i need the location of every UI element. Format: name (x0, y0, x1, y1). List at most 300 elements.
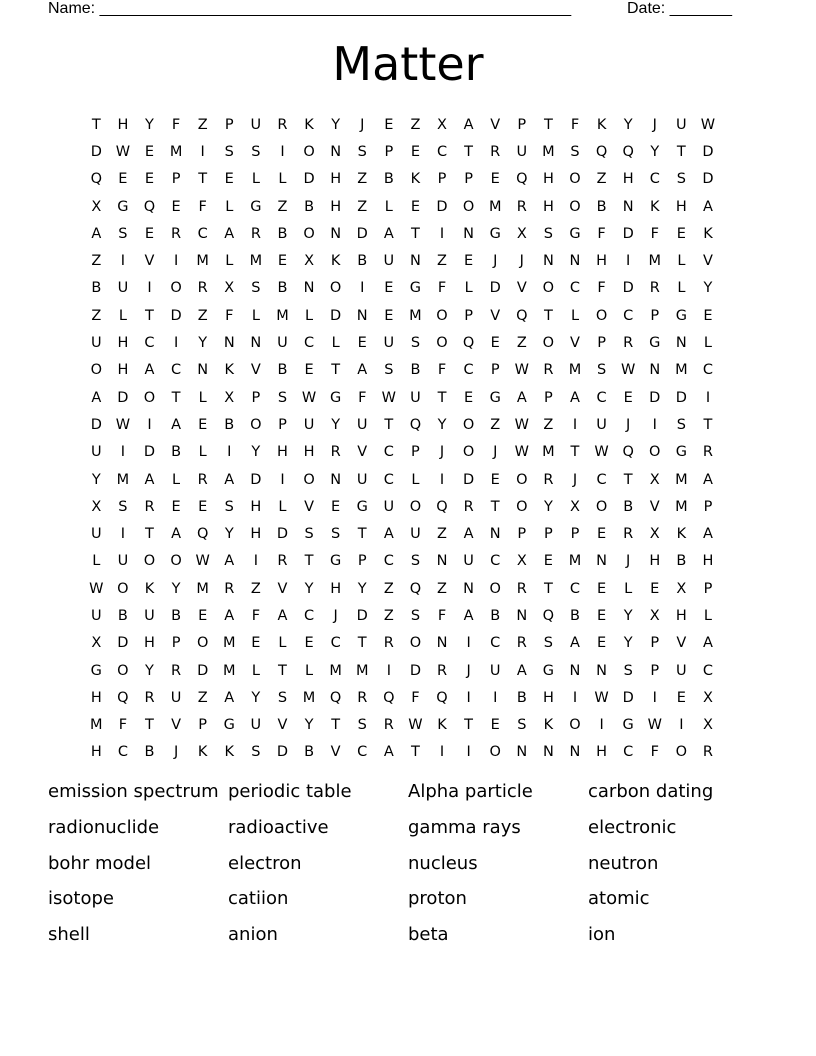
grid-letter[interactable]: N (463, 225, 475, 242)
grid-letter[interactable]: D (197, 662, 209, 679)
grid-letter[interactable]: C (303, 335, 315, 352)
grid-letter[interactable]: P (224, 116, 234, 133)
grid-letter[interactable]: S (623, 662, 633, 679)
grid-letter[interactable]: T (91, 116, 101, 133)
grid-letter[interactable]: E (357, 335, 367, 352)
grid-letter[interactable]: Y (171, 580, 181, 597)
grid-letter[interactable]: J (626, 553, 631, 570)
grid-letter[interactable]: Q (595, 143, 608, 160)
grid-letter[interactable]: G (356, 498, 368, 515)
grid-letter[interactable]: S (596, 362, 607, 379)
grid-letter[interactable]: G (90, 662, 102, 679)
grid-letter[interactable]: M (196, 253, 209, 270)
grid-letter[interactable]: D (330, 307, 342, 324)
grid-letter[interactable]: U (90, 526, 102, 543)
grid-letter[interactable]: S (224, 498, 234, 515)
grid-letter[interactable]: D (143, 444, 156, 461)
grid-letter[interactable]: X (304, 253, 315, 270)
grid-letter[interactable]: R (383, 635, 394, 652)
grid-letter[interactable]: J (626, 416, 631, 433)
grid-letter[interactable]: Z (490, 416, 501, 433)
grid-letter[interactable]: K (650, 198, 660, 215)
grid-letter[interactable]: A (224, 607, 235, 624)
grid-letter[interactable]: B (516, 689, 527, 706)
grid-letter[interactable]: S (304, 526, 314, 543)
grid-letter[interactable]: Y (623, 607, 633, 624)
grid-letter[interactable]: E (224, 171, 234, 188)
grid-letter[interactable]: A (91, 225, 102, 242)
grid-letter[interactable]: C (702, 662, 714, 679)
grid-letter[interactable]: N (516, 607, 528, 624)
grid-letter[interactable]: V (357, 444, 368, 461)
grid-letter[interactable]: A (383, 225, 394, 242)
grid-letter[interactable]: U (383, 335, 395, 352)
grid-letter[interactable]: Z (383, 607, 394, 624)
grid-letter[interactable]: W (621, 362, 636, 379)
grid-letter[interactable]: Z (250, 580, 261, 597)
grid-letter[interactable]: A (171, 526, 182, 543)
grid-letter[interactable]: C (171, 362, 182, 379)
grid-letter[interactable]: F (597, 225, 606, 242)
grid-letter[interactable]: S (543, 635, 553, 652)
grid-letter[interactable]: N (303, 280, 315, 297)
grid-letter[interactable]: U (516, 143, 528, 160)
grid-letter[interactable]: P (464, 171, 473, 188)
grid-letter[interactable]: U (410, 389, 421, 406)
grid-letter[interactable]: T (410, 744, 420, 761)
grid-letter[interactable]: R (383, 717, 394, 734)
grid-letter[interactable]: Z (437, 580, 447, 597)
grid-letter[interactable]: S (543, 225, 553, 242)
grid-letter[interactable]: C (623, 307, 634, 324)
grid-letter[interactable]: T (464, 717, 474, 734)
grid-letter[interactable]: E (410, 198, 420, 215)
grid-letter[interactable]: U (463, 553, 474, 570)
grid-letter[interactable]: U (596, 416, 607, 433)
grid-letter[interactable]: L (411, 471, 420, 488)
grid-letter[interactable]: S (517, 717, 527, 734)
grid-letter[interactable]: P (357, 553, 367, 570)
grid-letter[interactable]: I (120, 253, 126, 270)
grid-letter[interactable]: T (543, 116, 553, 133)
grid-letter[interactable]: L (278, 171, 287, 188)
grid-letter[interactable]: N (436, 553, 448, 570)
grid-letter[interactable]: F (597, 280, 606, 297)
grid-letter[interactable]: M (675, 362, 688, 379)
grid-letter[interactable]: H (675, 198, 687, 215)
grid-letter[interactable]: M (276, 307, 289, 324)
grid-letter[interactable]: L (570, 307, 580, 324)
grid-letter[interactable]: J (652, 116, 657, 133)
grid-letter[interactable]: S (410, 335, 421, 352)
grid-letter[interactable]: P (517, 116, 527, 133)
grid-letter[interactable]: Q (409, 580, 422, 597)
grid-letter[interactable]: M (116, 471, 130, 488)
grid-letter[interactable]: L (703, 607, 712, 624)
grid-letter[interactable]: E (596, 607, 607, 624)
grid-letter[interactable]: D (622, 225, 634, 242)
grid-letter[interactable]: Y (331, 116, 341, 133)
grid-letter[interactable]: Q (117, 689, 129, 706)
grid-letter[interactable]: T (410, 225, 420, 242)
grid-letter[interactable]: H (90, 689, 102, 706)
grid-letter[interactable]: B (277, 225, 288, 242)
grid-letter[interactable]: W (408, 717, 423, 734)
grid-letter[interactable]: H (144, 635, 155, 652)
grid-letter[interactable]: W (594, 689, 609, 706)
grid-letter[interactable]: E (198, 607, 208, 624)
grid-letter[interactable]: M (675, 471, 688, 488)
grid-letter[interactable]: D (463, 471, 475, 488)
grid-letter[interactable]: T (703, 416, 713, 433)
date-field-label[interactable]: Date: _______ (627, 0, 732, 17)
grid-letter[interactable]: D (90, 143, 102, 160)
grid-letter[interactable]: Z (91, 307, 102, 324)
grid-letter[interactable]: B (410, 362, 421, 379)
grid-letter[interactable]: E (384, 116, 394, 133)
grid-letter[interactable]: A (702, 471, 713, 488)
grid-letter[interactable]: E (384, 307, 394, 324)
grid-letter[interactable]: O (170, 280, 182, 297)
grid-letter[interactable]: B (277, 280, 288, 297)
grid-letter[interactable]: A (463, 116, 474, 133)
grid-letter[interactable]: R (543, 362, 554, 379)
grid-letter[interactable]: S (384, 362, 394, 379)
grid-letter[interactable]: O (542, 335, 555, 352)
grid-letter[interactable]: M (90, 717, 103, 734)
grid-letter[interactable]: E (596, 635, 607, 652)
grid-letter[interactable]: Z (197, 689, 208, 706)
grid-letter[interactable]: R (463, 498, 474, 515)
grid-letter[interactable]: K (144, 580, 155, 597)
grid-letter[interactable]: H (330, 580, 342, 597)
grid-letter[interactable]: Z (410, 116, 421, 133)
grid-letter[interactable]: E (464, 389, 474, 406)
grid-letter[interactable]: B (490, 607, 501, 624)
grid-letter[interactable]: A (357, 362, 368, 379)
grid-letter[interactable]: R (250, 225, 261, 242)
grid-letter[interactable]: O (675, 744, 688, 761)
grid-letter[interactable]: P (703, 580, 713, 597)
grid-letter[interactable]: E (703, 307, 713, 324)
grid-letter[interactable]: A (463, 607, 474, 624)
grid-letter[interactable]: X (224, 389, 235, 406)
grid-letter[interactable]: G (675, 444, 687, 461)
grid-letter[interactable]: I (439, 225, 445, 242)
grid-letter[interactable]: O (329, 280, 342, 297)
grid-letter[interactable]: F (437, 362, 447, 379)
grid-letter[interactable]: C (144, 335, 155, 352)
grid-letter[interactable]: Q (516, 307, 528, 324)
grid-letter[interactable]: I (652, 689, 657, 706)
grid-letter[interactable]: H (542, 171, 554, 188)
grid-letter[interactable]: T (357, 635, 367, 652)
grid-letter[interactable]: Q (90, 171, 102, 188)
grid-letter[interactable]: Q (196, 526, 209, 543)
grid-letter[interactable]: M (409, 307, 422, 324)
grid-letter[interactable]: V (144, 253, 155, 270)
grid-letter[interactable]: U (303, 416, 315, 433)
grid-letter[interactable]: L (251, 662, 260, 679)
grid-letter[interactable]: M (675, 498, 688, 515)
grid-letter[interactable]: R (171, 662, 182, 679)
grid-letter[interactable]: Y (650, 143, 660, 160)
grid-letter[interactable]: Q (622, 444, 634, 461)
grid-letter[interactable]: C (569, 580, 581, 597)
grid-letter[interactable]: N (596, 662, 607, 679)
grid-letter[interactable]: Y (623, 635, 633, 652)
grid-letter[interactable]: F (570, 116, 580, 133)
grid-letter[interactable]: Q (622, 143, 634, 160)
grid-letter[interactable]: R (144, 498, 155, 515)
grid-letter[interactable]: P (650, 635, 660, 652)
name-field-label[interactable]: Name: _____________________________________________________ (48, 0, 572, 17)
grid-letter[interactable]: Z (357, 171, 368, 188)
grid-letter[interactable]: Y (331, 416, 341, 433)
grid-letter[interactable]: A (224, 471, 235, 488)
grid-letter[interactable]: W (115, 416, 131, 433)
grid-letter[interactable]: A (516, 662, 527, 679)
grid-letter[interactable]: I (200, 143, 205, 160)
grid-letter[interactable]: N (197, 362, 209, 379)
grid-letter[interactable]: Q (436, 498, 448, 515)
grid-letter[interactable]: I (173, 335, 179, 352)
grid-letter[interactable]: F (650, 744, 659, 761)
grid-letter[interactable]: O (595, 498, 608, 515)
grid-letter[interactable]: O (143, 553, 156, 570)
grid-letter[interactable]: M (542, 143, 555, 160)
grid-letter[interactable]: Q (409, 416, 422, 433)
grid-letter[interactable]: D (409, 662, 421, 679)
grid-letter[interactable]: O (303, 471, 315, 488)
grid-letter[interactable]: T (570, 444, 580, 461)
grid-letter[interactable]: N (489, 526, 501, 543)
grid-letter[interactable]: K (703, 225, 713, 242)
grid-letter[interactable]: G (250, 198, 262, 215)
grid-letter[interactable]: O (409, 635, 422, 652)
grid-letter[interactable]: A (144, 471, 155, 488)
grid-letter[interactable]: N (569, 744, 581, 761)
grid-letter[interactable]: B (304, 198, 315, 215)
grid-letter[interactable]: G (569, 225, 581, 242)
grid-letter[interactable]: Y (251, 689, 261, 706)
grid-letter[interactable]: X (676, 580, 687, 597)
grid-letter[interactable]: F (198, 198, 207, 215)
grid-letter[interactable]: T (384, 416, 394, 433)
grid-letter[interactable]: P (171, 171, 181, 188)
grid-letter[interactable]: K (224, 362, 235, 379)
grid-letter[interactable]: I (439, 744, 445, 761)
grid-letter[interactable]: R (623, 526, 634, 543)
grid-letter[interactable]: X (91, 498, 102, 515)
grid-letter[interactable]: D (436, 198, 448, 215)
grid-letter[interactable]: J (333, 607, 338, 624)
grid-letter[interactable]: N (330, 471, 342, 488)
grid-letter[interactable]: S (676, 171, 686, 188)
grid-letter[interactable]: Z (277, 198, 288, 215)
grid-letter[interactable]: R (490, 143, 501, 160)
grid-letter[interactable]: M (169, 143, 183, 160)
grid-letter[interactable]: I (147, 280, 152, 297)
grid-letter[interactable]: R (543, 471, 554, 488)
grid-letter[interactable]: I (439, 471, 445, 488)
grid-letter[interactable]: G (489, 225, 501, 242)
grid-letter[interactable]: R (516, 198, 527, 215)
grid-letter[interactable]: R (277, 116, 288, 133)
grid-letter[interactable]: I (360, 280, 365, 297)
grid-letter[interactable]: O (90, 362, 102, 379)
grid-letter[interactable]: C (649, 171, 660, 188)
grid-letter[interactable]: W (195, 553, 210, 570)
grid-letter[interactable]: A (516, 389, 527, 406)
grid-letter[interactable]: H (277, 444, 288, 461)
grid-letter[interactable]: I (280, 471, 285, 488)
grid-letter[interactable]: S (357, 143, 367, 160)
grid-letter[interactable]: V (171, 717, 182, 734)
grid-letter[interactable]: B (570, 607, 580, 624)
grid-letter[interactable]: D (117, 389, 129, 406)
grid-letter[interactable]: U (170, 689, 182, 706)
grid-letter[interactable]: W (514, 444, 529, 461)
grid-letter[interactable]: K (224, 744, 235, 761)
grid-letter[interactable]: P (464, 307, 473, 324)
grid-letter[interactable]: V (649, 498, 660, 515)
grid-letter[interactable]: Y (145, 116, 154, 133)
grid-letter[interactable]: E (144, 225, 155, 242)
grid-letter[interactable]: V (330, 744, 341, 761)
grid-letter[interactable]: S (277, 689, 288, 706)
grid-letter[interactable]: S (410, 553, 421, 570)
grid-letter[interactable]: H (649, 553, 661, 570)
grid-letter[interactable]: F (411, 689, 420, 706)
grid-letter[interactable]: T (145, 717, 154, 734)
grid-letter[interactable]: O (409, 498, 422, 515)
grid-letter[interactable]: B (144, 744, 155, 761)
grid-letter[interactable]: L (225, 253, 234, 270)
grid-letter[interactable]: Q (542, 607, 555, 624)
grid-letter[interactable]: M (648, 253, 662, 270)
grid-letter[interactable]: I (386, 662, 391, 679)
grid-letter[interactable]: O (595, 307, 608, 324)
grid-letter[interactable]: U (117, 280, 129, 297)
grid-letter[interactable]: H (250, 526, 262, 543)
grid-letter[interactable]: S (410, 607, 421, 624)
grid-letter[interactable]: A (463, 526, 474, 543)
grid-letter[interactable]: Z (516, 335, 527, 352)
grid-letter[interactable]: G (489, 389, 501, 406)
grid-letter[interactable]: N (409, 253, 421, 270)
grid-letter[interactable]: C (117, 744, 128, 761)
grid-letter[interactable]: D (303, 171, 315, 188)
grid-letter[interactable]: U (144, 607, 155, 624)
grid-letter[interactable]: A (702, 526, 713, 543)
grid-letter[interactable]: C (357, 744, 368, 761)
grid-letter[interactable]: F (118, 717, 128, 734)
grid-letter[interactable]: N (675, 335, 687, 352)
grid-letter[interactable]: I (572, 689, 578, 706)
grid-letter[interactable]: G (649, 335, 661, 352)
grid-letter[interactable]: H (90, 744, 102, 761)
grid-letter[interactable]: V (570, 335, 580, 352)
grid-letter[interactable]: R (516, 580, 527, 597)
grid-letter[interactable]: P (544, 526, 553, 543)
grid-letter[interactable]: P (251, 389, 261, 406)
grid-letter[interactable]: X (649, 526, 660, 543)
grid-letter[interactable]: I (466, 689, 471, 706)
grid-letter[interactable]: O (436, 335, 448, 352)
grid-letter[interactable]: F (251, 607, 261, 624)
grid-letter[interactable]: T (543, 580, 553, 597)
grid-letter[interactable]: V (490, 307, 501, 324)
grid-letter[interactable]: M (488, 198, 502, 215)
grid-letter[interactable]: O (303, 143, 315, 160)
grid-letter[interactable]: C (463, 362, 474, 379)
grid-letter[interactable]: Q (462, 335, 475, 352)
grid-letter[interactable]: S (277, 389, 288, 406)
grid-letter[interactable]: Q (329, 689, 342, 706)
grid-letter[interactable]: Z (437, 526, 447, 543)
grid-letter[interactable]: Y (623, 116, 633, 133)
grid-letter[interactable]: P (597, 335, 606, 352)
grid-letter[interactable]: X (91, 198, 102, 215)
grid-letter[interactable]: H (542, 689, 554, 706)
grid-letter[interactable]: R (436, 662, 448, 679)
grid-letter[interactable]: B (91, 280, 102, 297)
grid-letter[interactable]: R (277, 553, 288, 570)
grid-letter[interactable]: A (570, 389, 580, 406)
grid-letter[interactable]: J (572, 471, 578, 488)
grid-letter[interactable]: W (700, 116, 716, 133)
grid-letter[interactable]: V (676, 635, 687, 652)
grid-letter[interactable]: N (223, 335, 235, 352)
grid-letter[interactable]: D (489, 280, 501, 297)
grid-letter[interactable]: T (145, 526, 154, 543)
grid-letter[interactable]: V (250, 362, 261, 379)
grid-letter[interactable]: M (223, 635, 236, 652)
grid-letter[interactable]: Z (357, 198, 368, 215)
grid-letter[interactable]: L (677, 280, 686, 297)
grid-letter[interactable]: T (198, 171, 208, 188)
grid-letter[interactable]: N (649, 362, 661, 379)
grid-letter[interactable]: D (622, 689, 634, 706)
grid-letter[interactable]: O (516, 498, 528, 515)
grid-letter[interactable]: B (304, 744, 315, 761)
grid-letter[interactable]: S (676, 416, 686, 433)
grid-letter[interactable]: W (301, 389, 317, 406)
grid-letter[interactable]: D (675, 389, 687, 406)
grid-letter[interactable]: U (356, 471, 368, 488)
grid-letter[interactable]: E (198, 416, 208, 433)
grid-letter[interactable]: D (170, 307, 182, 324)
grid-letter[interactable]: X (437, 116, 447, 133)
grid-letter[interactable]: E (198, 498, 208, 515)
grid-letter[interactable]: X (649, 607, 660, 624)
grid-letter[interactable]: N (463, 580, 475, 597)
grid-letter[interactable]: Q (143, 198, 156, 215)
grid-letter[interactable]: B (171, 607, 182, 624)
grid-letter[interactable]: C (490, 553, 501, 570)
grid-letter[interactable]: N (516, 744, 528, 761)
grid-letter[interactable]: Z (197, 307, 208, 324)
grid-letter[interactable]: E (144, 171, 155, 188)
grid-letter[interactable]: O (462, 198, 475, 215)
grid-letter[interactable]: B (623, 498, 634, 515)
grid-letter[interactable]: G (223, 717, 235, 734)
grid-letter[interactable]: C (330, 635, 341, 652)
grid-letter[interactable]: A (91, 389, 102, 406)
grid-letter[interactable]: M (568, 362, 582, 379)
grid-letter[interactable]: K (437, 717, 447, 734)
